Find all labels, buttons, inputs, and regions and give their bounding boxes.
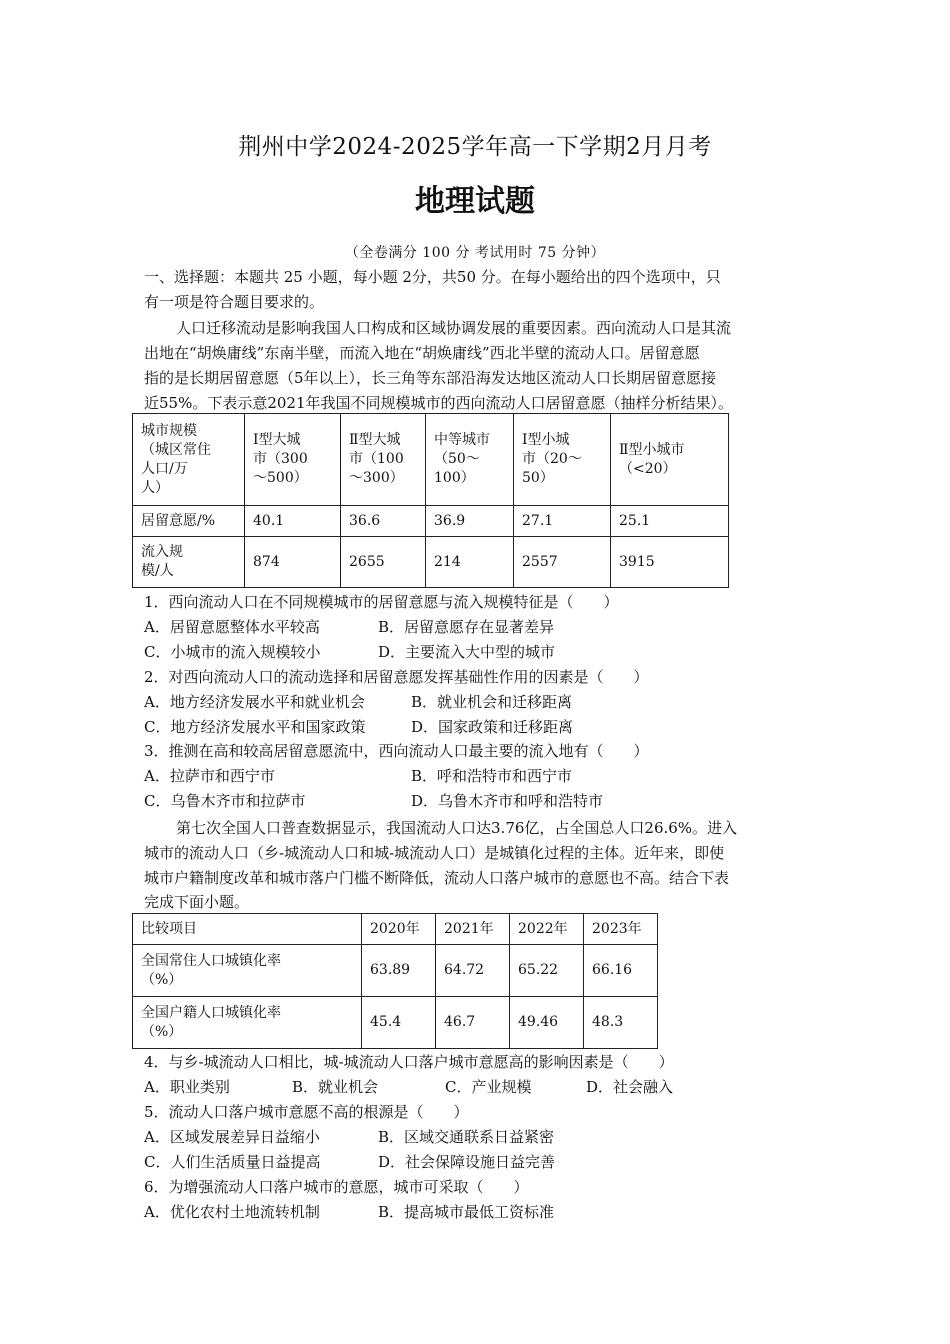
cell-line: ～300） <box>349 470 404 486</box>
cell-line: Ⅱ型大城 <box>349 432 401 448</box>
answer-option[interactable]: A．地方经济发展水平和就业机会 <box>144 693 365 711</box>
passage1-line: 近55%。下表示意2021年我国不同规模城市的西向流动人口居留意愿（抽样分析结果）。 <box>144 394 734 412</box>
table-cell: 49.46 <box>510 997 584 1049</box>
cell-line: 全国户籍人口城镇化率 <box>141 1004 281 1021</box>
table-cell: 66.16 <box>584 945 658 997</box>
table-row-label: 居留意愿/% <box>133 506 245 537</box>
passage1-line: 人口迁移流动是影响我国人口构成和区域协调发展的重要因素。西向流动人口是其流 <box>176 319 732 337</box>
table-row <box>133 537 729 588</box>
table-header-cell: 2023年 <box>584 914 658 945</box>
table-header-cell <box>514 414 611 506</box>
west-migration-table <box>132 413 729 588</box>
table-cell: 214 <box>426 537 514 588</box>
table-header-cell: 2020年 <box>362 914 436 945</box>
answer-option[interactable]: A．居留意愿整体水平较高 <box>144 618 320 636</box>
table-header-row <box>133 914 658 945</box>
answer-option[interactable]: C．人们生活质量日益提高 <box>144 1153 321 1171</box>
question-stem: 6．为增强流动人口落户城市的意愿，城市可采取（ ） <box>144 1178 529 1196</box>
table-cell: 64.72 <box>436 945 510 997</box>
cell-line: （<20） <box>619 460 677 477</box>
cell-line: ～500） <box>253 470 308 486</box>
table-header-row <box>133 414 729 506</box>
answer-option[interactable]: B．提高城市最低工资标准 <box>378 1203 555 1221</box>
table-header-cell <box>133 414 245 506</box>
answer-option[interactable]: A．区域发展差异日益缩小 <box>144 1128 320 1146</box>
answer-option[interactable]: B．居留意愿存在显著差异 <box>378 618 555 636</box>
table-cell: 2655 <box>341 537 426 588</box>
section-heading: 一、选择题：本题共 25 小题，每小题 2分，共50 分。在每小题给出的四个选项中，只 <box>144 268 721 286</box>
answer-option[interactable]: B．就业机会 <box>292 1078 379 1096</box>
cell-line: 流入规 <box>141 544 183 560</box>
answer-option[interactable]: D．主要流入大中型的城市 <box>378 643 556 661</box>
table-cell: 27.1 <box>514 506 611 537</box>
question-stem: 1．西向流动人口在不同规模城市的居留意愿与流入规模特征是（ ） <box>144 593 619 611</box>
cell-line: 50） <box>522 470 554 486</box>
table-row <box>133 506 729 537</box>
cell-line: 市（20～ <box>522 451 582 467</box>
answer-option[interactable]: A．职业类别 <box>144 1078 230 1096</box>
answer-option[interactable]: C．小城市的流入规模较小 <box>144 643 321 661</box>
table-row <box>133 997 658 1049</box>
table-header-cell <box>245 414 341 506</box>
table-header-cell <box>611 414 729 506</box>
answer-option[interactable]: C．产业规模 <box>445 1078 532 1096</box>
cell-line: 人口/万 <box>141 460 188 477</box>
table-cell: 40.1 <box>245 506 341 537</box>
answer-option[interactable]: B．呼和浩特市和西宁市 <box>411 767 573 785</box>
passage1-line: 指的是长期居留意愿（5年以上），长三角等东部沿海发达地区流动人口长期居留意愿接 <box>144 369 717 387</box>
answer-option[interactable]: B．区域交通联系日益紧密 <box>378 1128 555 1146</box>
cell-line: 人） <box>141 479 169 496</box>
table-cell: 3915 <box>611 537 729 588</box>
exam-title: 荆州中学2024-2025学年高一下学期2月月考 <box>238 134 712 160</box>
table-cell: 65.22 <box>510 945 584 997</box>
table-header-cell: 2021年 <box>436 914 510 945</box>
answer-option[interactable]: D．社会融入 <box>586 1078 674 1096</box>
cell-line: （50～ <box>434 451 480 467</box>
table-header-cell <box>341 414 426 506</box>
question-stem: 5．流动人口落户城市意愿不高的根源是（ ） <box>144 1103 469 1121</box>
question-stem: 2．对西向流动人口的流动选择和居留意愿发挥基础性作用的因素是（ ） <box>144 668 649 686</box>
question-stem: 3．推测在高和较高居留意愿流中，西向流动人口最主要的流入地有（ ） <box>144 742 649 760</box>
passage2-line: 完成下面小题。 <box>144 893 250 911</box>
cell-line: Ⅱ型小城市 <box>619 441 685 458</box>
cell-line: 模/人 <box>141 563 174 579</box>
cell-line: 市（300 <box>253 451 308 467</box>
passage2-line: 第七次全国人口普查数据显示，我国流动人口达3.76亿，占全国总人口26.6%。进入 <box>176 819 738 837</box>
exam-subject-title: 地理试题 <box>415 184 535 219</box>
table-header-cell: 比较项目 <box>133 914 362 945</box>
table-cell: 45.4 <box>362 997 436 1049</box>
table-header-cell: 2022年 <box>510 914 584 945</box>
cell-line: （城区常住 <box>141 441 211 458</box>
table-cell: 2557 <box>514 537 611 588</box>
answer-option[interactable]: C．地方经济发展水平和国家政策 <box>144 718 366 736</box>
table-cell: 874 <box>245 537 341 588</box>
table-cell: 36.6 <box>341 506 426 537</box>
cell-line: （%） <box>141 971 183 988</box>
table-cell: 48.3 <box>584 997 658 1049</box>
exam-score-time-note: （全卷满分 100 分 考试用时 75 分钟） <box>344 245 606 261</box>
passage2-line: 城市的流动人口（乡-城流动人口和城-城流动人口）是城镇化过程的主体。近年来，即使 <box>144 844 725 862</box>
cell-line: （%） <box>141 1023 183 1040</box>
cell-line: 市（100 <box>349 451 404 467</box>
section-heading-cont: 有一项是符合题目要求的。 <box>144 293 325 311</box>
answer-option[interactable]: D．乌鲁木齐市和呼和浩特市 <box>411 792 604 810</box>
answer-option[interactable]: D．国家政策和迁移距离 <box>411 718 574 736</box>
answer-option[interactable]: D．社会保障设施日益完善 <box>378 1153 556 1171</box>
answer-option[interactable]: B．就业机会和迁移距离 <box>411 693 573 711</box>
table-cell: 46.7 <box>436 997 510 1049</box>
urbanization-table <box>132 913 658 1049</box>
table-cell: 36.9 <box>426 506 514 537</box>
table-cell: 63.89 <box>362 945 436 997</box>
passage1-line: 出地在“胡焕庸线”东南半壁，而流入地在“胡焕庸线”西北半壁的流动人口。居留意愿 <box>144 344 700 362</box>
table-row <box>133 945 658 997</box>
cell-line: 100） <box>434 470 475 486</box>
cell-line: Ⅰ型大城 <box>253 432 301 448</box>
cell-line: 中等城市 <box>434 432 490 448</box>
table-row-label <box>133 537 245 588</box>
cell-line: 城市规模 <box>141 422 197 439</box>
passage2-line: 城市户籍制度改革和城市落户门槛不断降低，流动人口落户城市的意愿也不高。结合下表 <box>144 869 730 887</box>
table-header-cell <box>426 414 514 506</box>
cell-line: Ⅰ型小城 <box>522 432 570 448</box>
answer-option[interactable]: C．乌鲁木齐市和拉萨市 <box>144 792 306 810</box>
table-cell: 25.1 <box>611 506 729 537</box>
table-row-label <box>133 945 362 997</box>
answer-option[interactable]: A．优化农村土地流转机制 <box>144 1203 320 1221</box>
cell-line: 全国常住人口城镇化率 <box>141 952 281 969</box>
answer-option[interactable]: A．拉萨市和西宁市 <box>144 767 275 785</box>
question-stem: 4．与乡-城流动人口相比，城-城流动人口落户城市意愿高的影响因素是（ ） <box>144 1053 674 1071</box>
table-row-label <box>133 997 362 1049</box>
